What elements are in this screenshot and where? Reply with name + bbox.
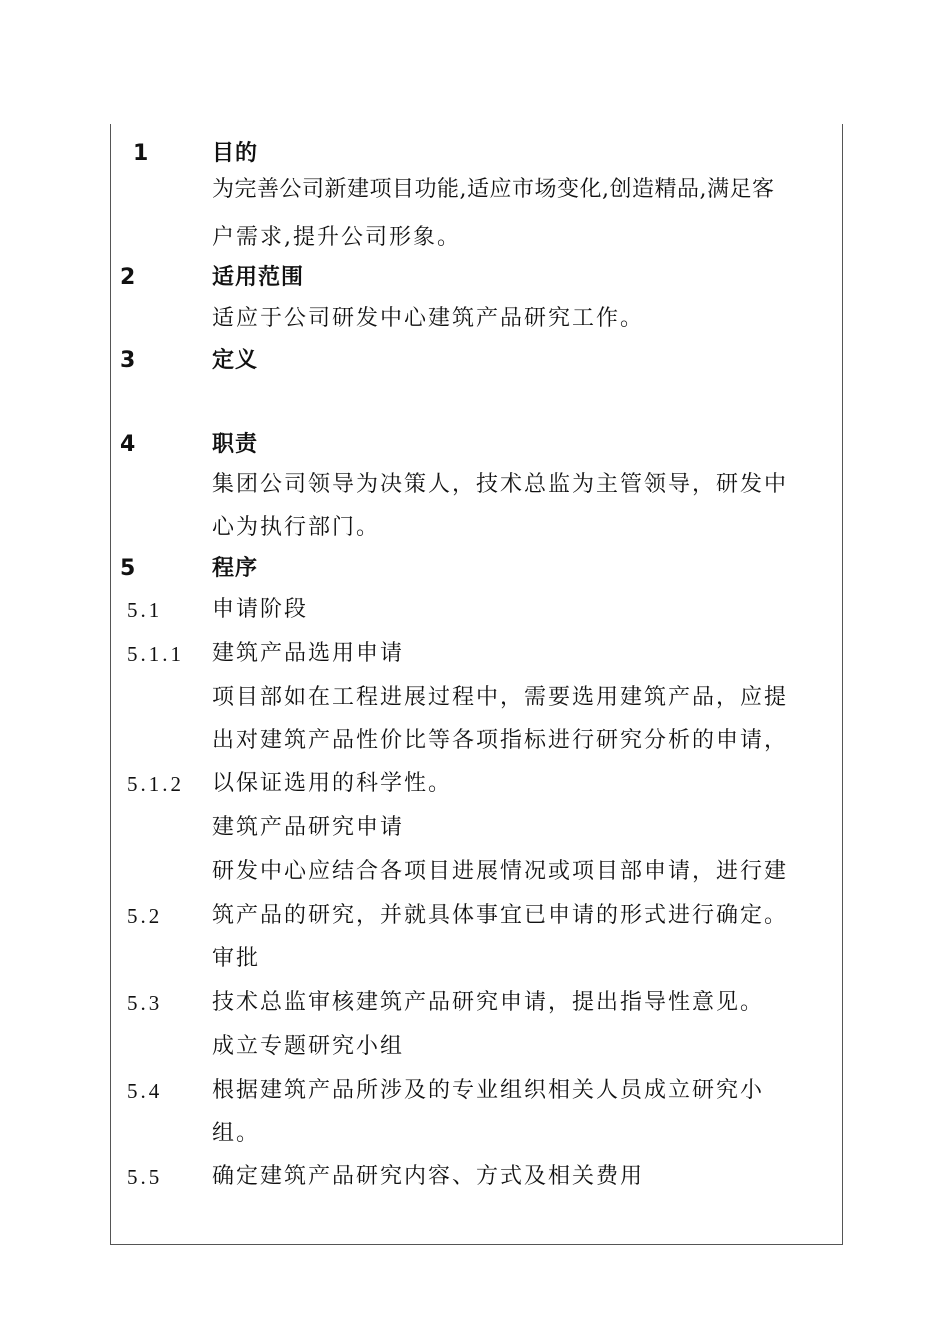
number-5-1-2: 5.1.2 [127,772,184,796]
text-line: 根据建筑产品所涉及的专业组织相关人员成立研究小 [212,1078,765,1103]
section-2-body-line-1: 适应于公司研发中心建筑产品研究工作。 [212,306,645,331]
text-line: 组。 [212,1121,261,1146]
text-line: 出对建筑产品性价比等各项指标进行研究分析的申请， [212,728,789,753]
text-line: 筑产品的研究，并就具体事宜已申请的形式进行确定。 [212,903,789,928]
text-line: 以保证选用的科学性。 [212,771,453,796]
text-line: 研发中心应结合各项目进展情况或项目部申请，进行建 [212,859,789,884]
section-2-number: 2 [120,265,137,290]
section-5-title: 程序 [212,556,259,581]
section-3-title: 定义 [212,348,259,373]
section-4-body-line-1: 集团公司领导为决策人，技术总监为主管领导，研发中 [212,472,789,497]
section-1-body-line-2: 户需求,提升公司形象。 [212,225,461,250]
subheading-application-stage: 申请阶段 [212,597,309,622]
subheading-product-selection: 建筑产品选用申请 [212,641,405,666]
section-1-title: 目的 [212,141,259,166]
section-3-number: 3 [120,348,137,373]
text-line: 技术总监审核建筑产品研究申请，提出指导性意见。 [212,990,765,1015]
section-1-body-line-1: 为完善公司新建项目功能,适应市场变化,创造精品,满足客 [212,177,775,202]
number-5-3: 5.3 [127,991,163,1015]
number-5-1: 5.1 [127,598,163,622]
section-1-number: 1 [133,141,150,166]
number-5-1-1: 5.1.1 [127,642,184,666]
number-5-4: 5.4 [127,1079,163,1103]
section-5-number: 5 [120,556,137,581]
text-line: 项目部如在工程进展过程中，需要选用建筑产品，应提 [212,685,789,710]
subheading-approval: 审批 [212,946,261,971]
subheading-research-group: 成立专题研究小组 [212,1034,405,1059]
subheading-product-research: 建筑产品研究申请 [212,815,405,840]
section-4-number: 4 [120,432,137,457]
text-line: 确定建筑产品研究内容、方式及相关费用 [212,1164,645,1189]
number-5-5: 5.5 [127,1165,163,1189]
number-5-2: 5.2 [127,904,163,928]
section-4-title: 职责 [212,432,259,457]
section-4-body-line-2: 心为执行部门。 [212,515,381,540]
section-2-title: 适用范围 [212,265,305,290]
